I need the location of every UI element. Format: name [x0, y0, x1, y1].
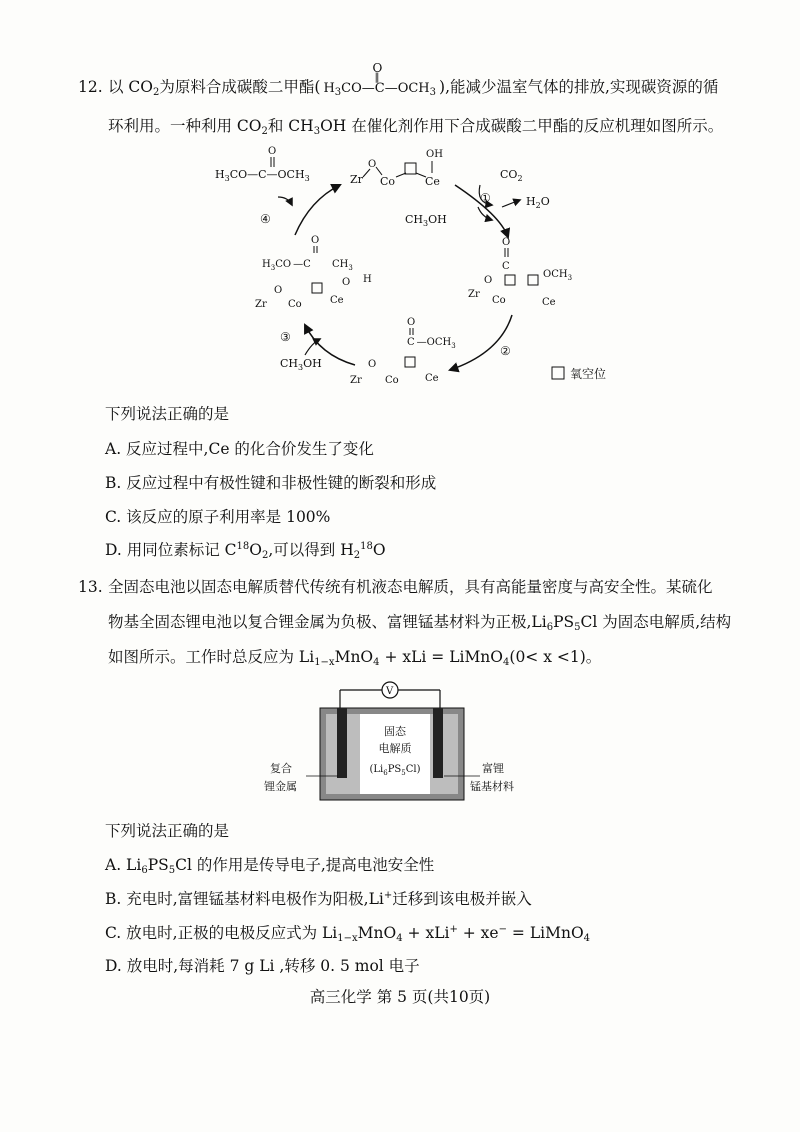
svg-text:Zr: Zr	[350, 375, 362, 386]
svg-text:O: O	[484, 275, 493, 286]
q13-number: 13.	[78, 578, 103, 596]
svg-text:O: O	[342, 277, 351, 288]
svg-text:CH3: $CH_3$	[332, 259, 353, 272]
svg-text:Co: Co	[492, 295, 506, 306]
negative-electrode	[337, 708, 347, 778]
svg-text:锰基材料: 锰基材料	[470, 780, 514, 793]
q12-option-d: D. 用同位素标记 $C^{18}O_2$,可以得到 $H_2^{18}O$	[105, 541, 386, 561]
svg-text:H3CO—C: $H_3CO$ —C	[262, 259, 311, 272]
q13-option-c: C. 放电时,正极的电极反应式为 $Li_{1-x}MnO_4 + xLi^+ + xe^-$ = LiMnO$_4$	[105, 924, 591, 944]
svg-text:O: O	[407, 317, 416, 328]
svg-text:C—OCH3: C $—OCH_3$	[407, 337, 456, 350]
svg-text:CH3OH: $CH_3OH$	[280, 357, 322, 372]
svg-text:O: O	[368, 359, 377, 370]
reaction-mechanism-diagram	[200, 145, 630, 395]
svg-text:H: H	[363, 274, 372, 285]
q13-option-b: B. 充电时,富锂锰基材料电极作为阳极,Li+迁移到该电极并嵌入	[105, 890, 532, 908]
svg-text:V: V	[386, 686, 394, 697]
q13-option-d: D. 放电时,每消耗 7 g Li ,转移 0. 5 mol 电子	[105, 957, 420, 975]
svg-text:O: O	[502, 237, 511, 248]
svg-text:(Li6PS5Cl): $(Li_6PS_5Cl)$	[369, 764, 421, 777]
q13-prompt: 下列说法正确的是	[105, 822, 230, 840]
positive-electrode	[433, 708, 443, 778]
oxygen-vacancy-legend-swatch	[552, 367, 564, 379]
svg-text:O: O	[274, 285, 283, 296]
oxygen-vacancy-legend-label: 氧空位	[570, 367, 607, 381]
q13-line-3: 如图所示。工作时总反应为 $Li_{1-x}MnO_4$ + xLi = LiMnO$_4$(0< x <1)。	[108, 648, 602, 668]
svg-text:CH3OH: $CH_3OH$	[405, 213, 447, 228]
svg-text:Ce: Ce	[330, 295, 344, 306]
svg-text:锂金属: 锂金属	[264, 780, 297, 793]
svg-text:H2O: $H_2O$	[526, 195, 550, 210]
q12-option-a: A. 反应过程中,Ce 的化合价发生了变化	[105, 440, 374, 458]
svg-text:OCH3: $OCH_3$	[543, 269, 573, 282]
svg-text:富锂: 富锂	[482, 762, 504, 775]
svg-text:OH: OH	[426, 149, 443, 160]
dimethyl-carbonate-formula: $H_3CO—C—OCH_3$ O ‖	[323, 61, 437, 98]
svg-text:①: ①	[480, 191, 491, 205]
svg-text:④: ④	[260, 212, 271, 226]
svg-text:Ce: Ce	[425, 175, 440, 188]
svg-text:③: ③	[280, 330, 291, 344]
svg-text:Zr: Zr	[468, 289, 480, 300]
svg-text:C: C	[502, 261, 510, 272]
svg-text:Co: Co	[288, 299, 302, 310]
q12-prompt: 下列说法正确的是	[105, 405, 230, 423]
svg-text:Zr: Zr	[350, 173, 363, 186]
q13-line-2: 物基全固态锂电池以复合锂金属为负极、富锂锰基材料为正极$,Li_6PS_5Cl$ 为固态电解质,结构	[108, 613, 732, 633]
q12-line-2: 环利用。一种利用 $CO_2$和 $CH_3OH$ 在催化剂作用下合成碳酸二甲酯的反应机理如图所示。	[108, 117, 724, 137]
q12-option-c: C. 该反应的原子利用率是 100%	[105, 508, 331, 526]
svg-text:H3CO—C—OCH3: $H_3CO—C—OCH_3$	[215, 168, 310, 183]
svg-text:Ce: Ce	[425, 373, 439, 384]
svg-text:②: ②	[500, 344, 511, 358]
svg-text:复合: 复合	[270, 762, 292, 775]
svg-text:固态: 固态	[384, 725, 406, 738]
svg-text:O: O	[311, 235, 320, 246]
q13-option-a: A. $Li_6PS_5Cl$ 的作用是传导电子,提高电池安全性	[105, 856, 435, 876]
svg-text:Co: Co	[385, 375, 399, 386]
svg-text:电解质: 电解质	[378, 742, 412, 755]
page-footer: 高三化学 第 5 页(共10页)	[309, 988, 491, 1006]
svg-text:O: O	[268, 146, 277, 157]
q12-line-1: 12. 以 $CO_2$为原料合成碳酸二甲酯( $H_3CO—C—OCH_3$ O ‖ ),能减少温室气体的排放,实现碳资源的循	[78, 61, 719, 98]
co2-label: $CO_2$	[500, 168, 523, 183]
svg-text:Co: Co	[380, 175, 396, 188]
q12-number: 12.	[78, 78, 103, 96]
svg-text:O: O	[368, 159, 377, 170]
svg-text:Ce: Ce	[542, 297, 556, 308]
q12-option-b: B. 反应过程中有极性键和非极性键的断裂和形成	[105, 474, 437, 492]
battery-diagram	[260, 680, 560, 805]
svg-text:Zr: Zr	[255, 299, 267, 310]
q13-line-1: 13. 全固态电池以固态电解质替代传统有机液态电解质，具有高能量密度与高安全性。某硫化	[78, 578, 713, 596]
